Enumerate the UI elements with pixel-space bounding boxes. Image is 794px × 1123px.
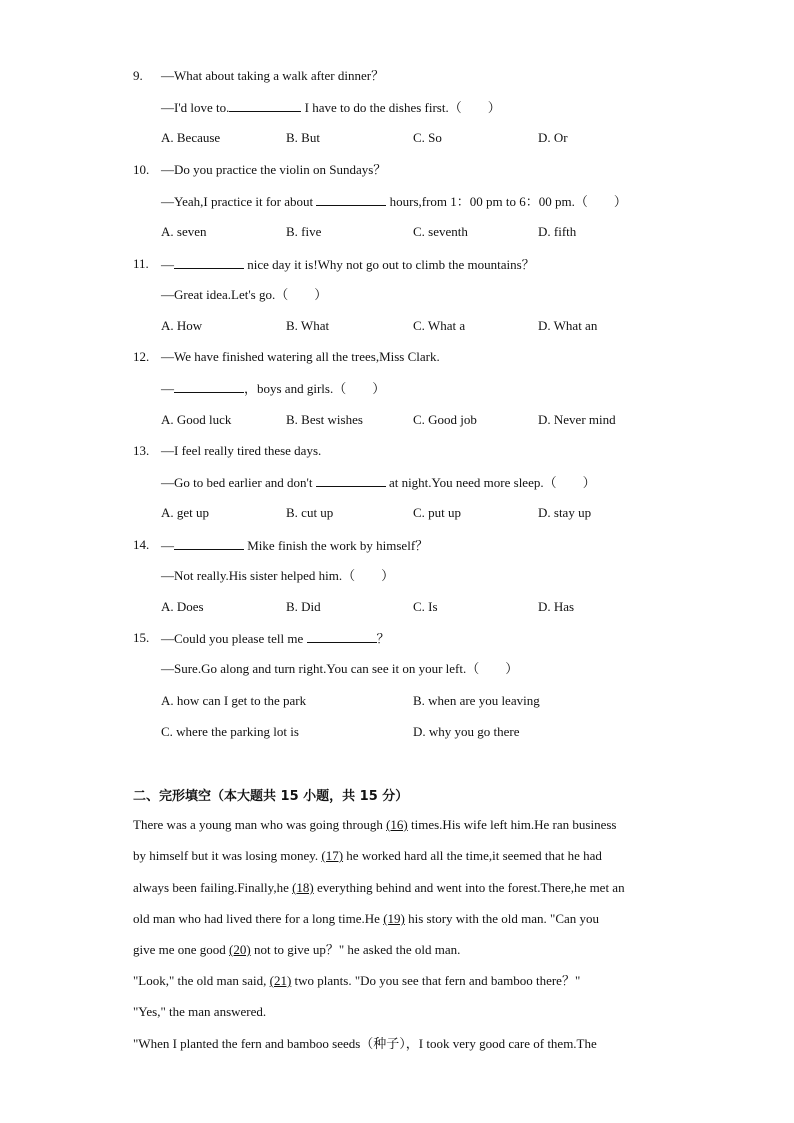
option-a[interactable]: A. Good luck xyxy=(161,412,232,427)
passage-text: his story with the old man. "Can you xyxy=(404,911,600,926)
option-b[interactable]: B. Best wishes xyxy=(286,412,363,427)
passage-text: There was a young man who was going through xyxy=(133,817,387,832)
question-stem xyxy=(161,537,428,553)
stem-text: — xyxy=(161,538,174,553)
answer-blank xyxy=(174,380,244,393)
question-stem-reply xyxy=(161,99,501,115)
passage-line xyxy=(133,942,460,958)
option-b[interactable]: B. five xyxy=(286,224,322,239)
blank-16[interactable]: (16) xyxy=(386,817,408,832)
question-stem-reply xyxy=(161,380,385,396)
question-stem-reply xyxy=(161,474,596,490)
passage-text: two plants. "Do you see that fern and bamboo there？" xyxy=(291,973,581,988)
stem-text: ，boys and girls.（ ） xyxy=(244,381,386,396)
question-number: 13. xyxy=(133,443,150,458)
stem-text: —Could you please tell me xyxy=(161,631,307,646)
blank-21[interactable]: (21) xyxy=(269,973,292,988)
option-d[interactable]: D. What an xyxy=(538,318,598,333)
option-d[interactable]: D. Has xyxy=(538,599,575,614)
option-c[interactable]: C. Good job xyxy=(413,412,477,427)
stem-text: ？ xyxy=(376,631,390,646)
stem-text: nice day it is!Why not go out to climb the mountains？ xyxy=(244,257,535,272)
option-d[interactable]: D. stay up xyxy=(538,505,592,520)
passage-line xyxy=(133,911,599,927)
passage-text: "Look," the old man said, xyxy=(133,973,270,988)
passage-line xyxy=(133,817,616,833)
passage-line xyxy=(133,880,625,896)
passage-text: not to give up？" he asked the old man. xyxy=(250,942,461,957)
question-stem-reply: —Great idea.Let's go.（ ） xyxy=(161,287,328,302)
passage-text: everything behind and went into the forest.There,he met an xyxy=(313,880,625,895)
question-stem-reply: —Not really.His sister helped him.（ ） xyxy=(161,568,395,583)
blank-19[interactable]: (19) xyxy=(383,911,405,926)
option-b[interactable]: B. when are you leaving xyxy=(413,693,540,708)
option-c[interactable]: C. seventh xyxy=(413,224,468,239)
question-number: 11. xyxy=(133,256,149,271)
passage-text: he worked hard all the time,it seemed that he had xyxy=(343,848,602,863)
option-a[interactable]: A. Because xyxy=(161,130,221,145)
answer-blank xyxy=(174,537,244,550)
option-d[interactable]: D. why you go there xyxy=(413,724,520,739)
section-title: 二、完形填空（本大题共 15 小题，共 15 分） xyxy=(133,789,409,804)
stem-text: at night.You need more sleep.（ ） xyxy=(385,475,596,490)
answer-blank xyxy=(307,630,377,643)
option-a[interactable]: A. how can I get to the park xyxy=(161,693,307,708)
option-c[interactable]: C. So xyxy=(413,130,442,145)
stem-text: I have to do the dishes first.（ ） xyxy=(301,100,501,115)
passage-text: always been failing.Finally,he xyxy=(133,880,293,895)
option-b[interactable]: B. Did xyxy=(286,599,321,614)
passage-line: "When I planted the fern and bamboo seeds（种子），I took very good care of them.The xyxy=(133,1036,597,1051)
question-number: 10. xyxy=(133,162,150,177)
stem-text: —Yeah,I practice it for about xyxy=(161,194,317,209)
passage-text: give me one good xyxy=(133,942,230,957)
stem-text: — xyxy=(161,381,174,396)
answer-blank xyxy=(316,193,386,206)
stem-text: —I'd love to. xyxy=(161,100,230,115)
blank-18[interactable]: (18) xyxy=(292,880,314,895)
option-a[interactable]: A. seven xyxy=(161,224,207,239)
question-number: 15. xyxy=(133,630,150,645)
question-number: 12. xyxy=(133,349,150,364)
option-b[interactable]: B. What xyxy=(286,318,330,333)
option-a[interactable]: A. Does xyxy=(161,599,204,614)
option-c[interactable]: C. where the parking lot is xyxy=(161,724,299,739)
passage-text: times.His wife left him.He ran business xyxy=(407,817,617,832)
question-stem-reply: —Sure.Go along and turn right.You can see it on your left.（ ） xyxy=(161,661,519,676)
option-c[interactable]: C. What a xyxy=(413,318,466,333)
passage-text: by himself but it was losing money. xyxy=(133,848,322,863)
option-c[interactable]: C. Is xyxy=(413,599,438,614)
option-b[interactable]: B. But xyxy=(286,130,320,145)
question-stem: —Do you practice the violin on Sundays？ xyxy=(161,162,387,177)
option-b[interactable]: B. cut up xyxy=(286,505,334,520)
option-c[interactable]: C. put up xyxy=(413,505,462,520)
answer-blank xyxy=(174,256,244,269)
question-stem xyxy=(161,256,535,272)
question-stem: —What about taking a walk after dinner？ xyxy=(161,68,385,83)
option-d[interactable]: D. Never mind xyxy=(538,412,616,427)
option-a[interactable]: A. How xyxy=(161,318,203,333)
answer-blank xyxy=(316,474,386,487)
question-stem: —We have finished watering all the trees,Miss Clark. xyxy=(161,349,440,364)
blank-20[interactable]: (20) xyxy=(229,942,251,957)
passage-text: old man who had lived there for a long time.He xyxy=(133,911,384,926)
stem-text: Mike finish the work by himself？ xyxy=(244,538,429,553)
stem-text: —Go to bed earlier and don't xyxy=(161,475,316,490)
answer-blank xyxy=(229,99,301,112)
stem-text: hours,from 1：00 pm to 6：00 pm.（ ） xyxy=(386,194,627,209)
passage-line: "Yes," the man answered. xyxy=(133,1004,267,1019)
option-d[interactable]: D. fifth xyxy=(538,224,577,239)
option-a[interactable]: A. get up xyxy=(161,505,210,520)
passage-line xyxy=(133,973,580,989)
blank-17[interactable]: (17) xyxy=(321,848,344,863)
stem-text: — xyxy=(161,257,174,272)
passage-line xyxy=(133,848,602,864)
question-stem xyxy=(161,630,390,646)
question-number: 14. xyxy=(133,537,150,552)
option-d[interactable]: D. Or xyxy=(538,130,568,145)
question-number: 9. xyxy=(133,68,143,83)
question-stem: —I feel really tired these days. xyxy=(161,443,322,458)
question-stem-reply xyxy=(161,193,627,209)
